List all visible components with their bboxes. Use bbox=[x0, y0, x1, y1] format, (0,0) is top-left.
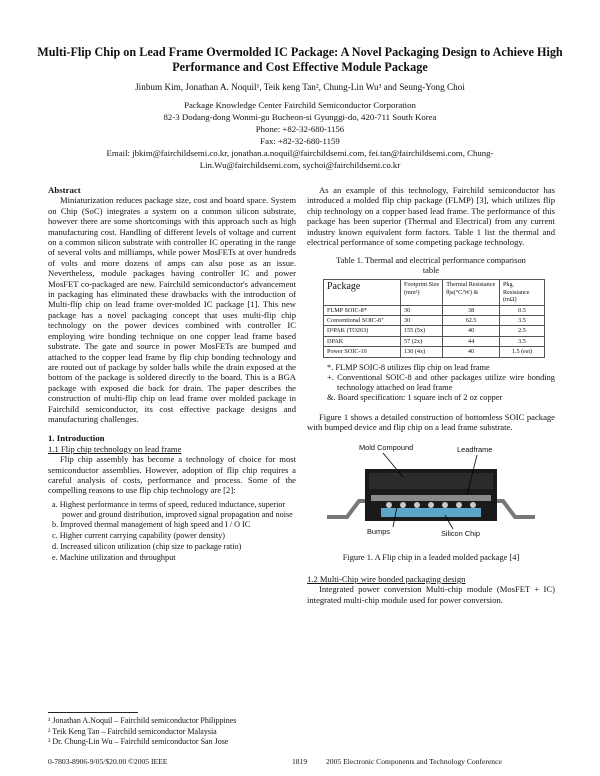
label-leadframe: Leadframe bbox=[457, 444, 493, 454]
author-list: Jinbum Kim, Jonathan A. Noquil¹, Teik keng Tan², Chung-Lin Wu³ and Seung-Yong Choi bbox=[135, 82, 465, 92]
list-item: b. Improved thermal management of high speed and I / O IC bbox=[52, 520, 251, 530]
lead-left bbox=[327, 501, 369, 517]
table-cell: 38 bbox=[443, 305, 500, 315]
affiliation-line: Fax: +82-32-680-1159 bbox=[260, 136, 340, 146]
table-cell: 30 bbox=[401, 305, 443, 315]
table-cell: 0.5 bbox=[499, 305, 544, 315]
table-row bbox=[324, 305, 545, 315]
flip-chip-diagram bbox=[307, 439, 555, 539]
table-cell: 3.5 bbox=[499, 336, 544, 346]
left-column bbox=[48, 185, 296, 564]
table-row bbox=[324, 336, 545, 346]
footnote: ¹ Jonathan A.Noquil – Fairchild semiconductor Philippines bbox=[48, 716, 237, 725]
table-header: Thermal Resistance θja(°C/W) & bbox=[443, 280, 500, 305]
affiliation-email: Email: jbkim@fairchildsemi.co.kr, jonathan.a.noquil@fairchildsemi.com, fei.tan@fairchildsemi.com, Chung-Lin.Wu@fairchildsemi.com, sychoi@fairchildsemi.co.kr bbox=[106, 148, 494, 170]
table-cell: 1.5 (est) bbox=[499, 347, 544, 357]
footnote: ³ Dr. Chung-Lin Wu – Fairchild semiconductor San Jose bbox=[48, 737, 229, 746]
intro-heading: 1. Introduction bbox=[48, 433, 105, 444]
table-caption: Table 1. Thermal and electrical performance comparison table bbox=[336, 256, 526, 276]
table-row bbox=[324, 326, 545, 336]
section-1-2-text: Integrated power conversion Multi-chip module (MosFET + IC) integrated multi-chip module used for power conversion. bbox=[307, 584, 555, 605]
footnote-rule bbox=[48, 712, 138, 713]
table-cell: 155 (5x) bbox=[401, 326, 443, 336]
table-cell: 2.5 bbox=[499, 326, 544, 336]
list-item: e. Machine utilization and throughput bbox=[52, 552, 176, 562]
figure-1 bbox=[307, 439, 555, 539]
table-cell: 40 bbox=[443, 326, 500, 336]
table-note: *. FLMP SOIC-8 utilizes flip chip on lead frame bbox=[327, 362, 490, 372]
right-paragraph-2: Figure 1 shows a detailed construction of bottomless SOIC package with bumped device and flip chip on a lead frame substrate. bbox=[307, 411, 555, 433]
table-cell: Conventional SOIC-8⁺ bbox=[324, 316, 401, 326]
label-silicon-chip: Silicon Chip bbox=[441, 528, 481, 538]
figure-caption: Figure 1. A Flip chip in a leaded molded package [4] bbox=[342, 552, 520, 562]
mold-top bbox=[369, 473, 493, 489]
table-cell: 3.5 bbox=[499, 316, 544, 326]
list-item: d. Increased silicon utilization (chip size to package ratio) bbox=[52, 541, 242, 551]
abstract-heading: Abstract bbox=[48, 185, 81, 195]
label-mold-compound: Mold Compound bbox=[359, 442, 414, 452]
section-1-2-heading: 1.2 Multi-Chip wire bonded packaging design bbox=[307, 573, 466, 584]
footer-copyright: 0-7803-8906-9/05/$20.00 ©2005 IEEE bbox=[48, 757, 168, 766]
table-header: Package bbox=[324, 280, 401, 305]
performance-table bbox=[323, 279, 545, 357]
table-cell: D²PAK (TO263) bbox=[324, 326, 401, 336]
reasons-list bbox=[48, 500, 296, 563]
table-header: Pkg. Resistance (mΩ) bbox=[499, 280, 544, 305]
affiliation-line: 82-3 Dodang-dong Wonmi-gu Bucheon-si Gyunggi-do, 420-711 South Korea bbox=[163, 112, 437, 122]
footnote: ² Teik Keng Tan – Fairchild semiconductor Malaysia bbox=[48, 726, 217, 736]
table-header-row bbox=[324, 280, 545, 305]
table-note: &. Board specification: 1 square inch of 2 oz copper bbox=[327, 392, 503, 402]
intro-subheading: 1.1 Flip chip technology on lead frame bbox=[48, 443, 182, 454]
label-bumps: Bumps bbox=[367, 526, 391, 536]
table-row bbox=[324, 316, 545, 326]
table-note: +. Conventional SOIC-8 and other packages utilize wire bonding technology attached on lead frame bbox=[327, 372, 555, 392]
footnotes bbox=[48, 712, 296, 748]
table-cell: FLMP SOIC-8* bbox=[324, 305, 401, 315]
affiliation-line: Phone: +82-32-680-1156 bbox=[255, 124, 345, 134]
table-cell: DPAK bbox=[324, 336, 401, 346]
list-item: a. Highest performance in terms of speed, reduced inductance, superior power and ground distribution, improved signal propagation and noise bbox=[52, 499, 293, 519]
list-item: c. Higher current carrying capability (power density) bbox=[52, 531, 226, 541]
table-cell: 130 (4x) bbox=[401, 347, 443, 357]
table-notes bbox=[323, 363, 555, 403]
table-cell: 30 bbox=[401, 316, 443, 326]
page-number: 1819 bbox=[292, 757, 308, 766]
table-cell: Power SOIC-10 bbox=[324, 347, 401, 357]
lead-right bbox=[493, 501, 535, 517]
table-row bbox=[324, 347, 545, 357]
table-header: Footprint Size (mm²) bbox=[401, 280, 443, 305]
table-cell: 40 bbox=[443, 347, 500, 357]
paper-title: Multi-Flip Chip on Lead Frame Overmolded IC Package: A Novel Packaging Design to Achieve High Performance and Cost Effective Module Package bbox=[37, 45, 563, 74]
footer-conference: 2005 Electronic Components and Technology Conference bbox=[326, 757, 502, 766]
abstract-text: Miniaturization reduces package size, cost and board space. System on Chip (SoC) integrates a system on a common silicon substrate, however there are some shortcomings with this approach such as high manufacturing cost. Handling of different levels of voltage and current on a common silicon substrate with controller IC operating in the range of several volts and milliamps, while power MosFETs at over hundreds of volts and more dozens of amps can also pose as an issue. Nevertheless, module packages having controller IC and power MosFET co-packaged are new. Fairchild semiconductor's advancement in packaging has eliminated these drawbacks with the introduction of Multi-flip chip on lead frame over-molded IC package [1]. This new package has a novel packaging concept that uses multi-flip chip technology on the power devices combined with controller IC employing wire bonding technique on one copper lead frame based substrate. The gate and source in power MosFETs are bumped and attached to the copper lead frame by flip chip bonding technology and are routed out of package by solder balls while the drain exposed at the bottom of the package is soldered directly to the board. This is a BGA package with exposed die back for drain. The paper describes the construction of multi-flip chip on lead frame over molded package in Fairchild semiconductor, its cost effective package designs and manufacturing challenges. bbox=[48, 195, 296, 424]
right-column bbox=[307, 185, 555, 605]
affiliation-block bbox=[30, 99, 570, 171]
right-paragraph-1: As an example of this technology, Fairchild semiconductor has introduced a molded flip chip package (FLMP) [3], which utilizes flip chip technology on a copper based lead frame. The performance of this package has been superior (Thermal and Electrical) from any current industry known equivalent form factors. Table 1 list the thermal and electrical performance of some competing package technology. bbox=[307, 185, 555, 248]
affiliation-line: Package Knowledge Center Fairchild Semiconductor Corporation bbox=[184, 100, 416, 110]
leadframe bbox=[371, 495, 491, 501]
table-cell: 44 bbox=[443, 336, 500, 346]
table-cell: 57 (2x) bbox=[401, 336, 443, 346]
table-cell: 62.5 bbox=[443, 316, 500, 326]
intro-text: Flip chip assembly has become a technology of choice for most semiconductor assemblies. However, adoption of flip chip requires a careful analysis of costs, performance and process. Some of the compelling reasons to use flip chip technology are [2]: bbox=[48, 454, 296, 496]
